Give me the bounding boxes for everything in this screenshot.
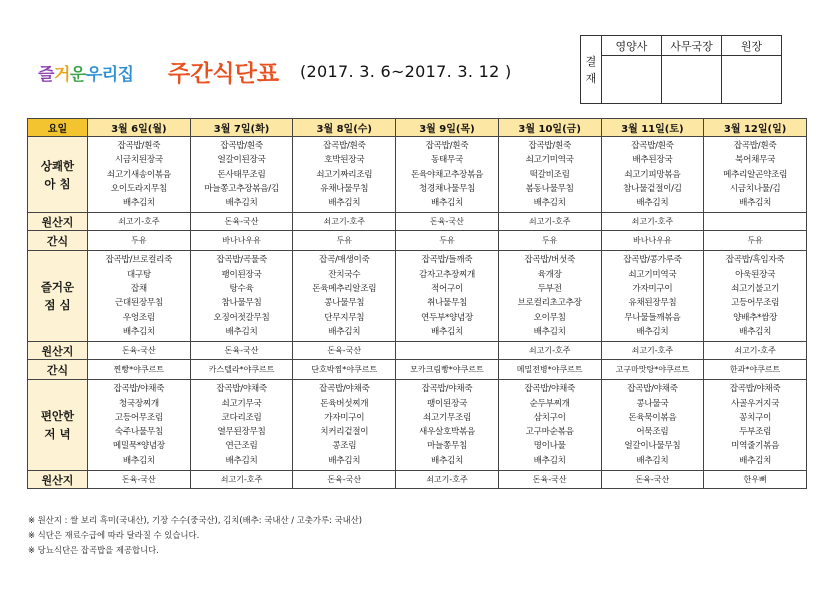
dish-item: 팽이된장국 (221, 269, 262, 280)
day-header: 3월 8일(수) (293, 119, 396, 137)
dish-item: 치커리겉절이 (320, 427, 369, 438)
dish-item: 잡곡밥/흑임자죽 (725, 255, 785, 266)
meal-label (28, 380, 88, 471)
dish-item: 잡곡밥/야채죽 (524, 384, 575, 395)
day-menu-cell (704, 380, 807, 471)
dish-item: 시금치나물/김 (729, 183, 781, 194)
dish-item: 잡곡밥/흰죽 (733, 141, 777, 151)
dish-item: 콩조림 (332, 441, 357, 452)
signature-slot[interactable] (602, 56, 662, 104)
dish-item: 쇠고기미역국 (525, 155, 574, 166)
day-menu-cell (396, 380, 499, 471)
day-menu-cell (396, 251, 499, 342)
approval-box (580, 35, 782, 104)
signature-slot[interactable] (662, 56, 722, 104)
meal-label-line: 점 심 (44, 298, 71, 313)
logo-part: 즐 (38, 65, 54, 85)
dish-item: 적어구이 (430, 284, 463, 295)
dish-item: 아욱된장국 (735, 269, 776, 280)
dish-item: 두부조림 (739, 427, 772, 438)
dish-item: 잡곡밥/콩가루죽 (623, 255, 682, 266)
dish-item: 잡채 (130, 284, 147, 295)
page-title: 주간식단표 (168, 61, 280, 87)
dish-item: 잡곡밥/야채죽 (627, 384, 678, 395)
dish-item: 잡곡밥/흰죽 (117, 141, 161, 151)
dish-item: 돈육버섯찌개 (320, 398, 369, 409)
dish-item: 떡갈비조림 (529, 169, 570, 180)
day-menu-cell (293, 380, 396, 471)
snack-cell: 모카크림빵*야쿠르트 (396, 360, 499, 380)
day-menu-cell (88, 380, 191, 471)
dish-item: 청경채나물무침 (418, 183, 475, 194)
dish-item: 가자미구이 (324, 412, 365, 423)
origin-label: 원산지 (28, 342, 88, 360)
snack-cell: 두유 (498, 231, 601, 251)
dish-item: 대구탕 (126, 269, 151, 280)
origin-label: 원산지 (28, 471, 88, 489)
dish-item: 근대된장무침 (114, 298, 163, 309)
origin-cell: 돈육-국산 (190, 213, 293, 231)
day-header: 3월 10일(금) (498, 119, 601, 137)
snack-cell: 두유 (88, 231, 191, 251)
snack-cell: 카스텔라*야쿠르트 (190, 360, 293, 380)
dish-item: 쇠고기미역국 (628, 269, 677, 280)
dish-item: 잡곡밥/흰죽 (528, 141, 571, 151)
day-menu-cell (601, 251, 704, 342)
snack-label: 간식 (28, 360, 88, 380)
day-menu-cell (396, 137, 499, 213)
origin-cell: 돈육-국산 (88, 342, 191, 360)
dish-item: 배추김치 (636, 455, 669, 466)
approval-role: 영양사 (602, 36, 662, 56)
snack-row (28, 231, 807, 251)
logo-part: 운 (69, 65, 86, 85)
snack-label: 간식 (28, 231, 88, 251)
dish-item: 쇠고기무국 (221, 398, 262, 409)
snack-cell: 바나나우유 (601, 231, 704, 251)
dish-item: 가자미구이 (632, 284, 673, 295)
dish-item: 잡곡밥/야채죽 (421, 384, 473, 395)
dish-item: 청국장찌개 (118, 398, 159, 409)
dish-item: 코다리조림 (221, 412, 262, 423)
dish-item: 탕수육 (229, 284, 254, 295)
snack-cell: 두유 (704, 231, 807, 251)
dish-item: 두부전 (537, 284, 562, 295)
snack-cell: 고구마맛탕*야쿠르트 (601, 360, 704, 380)
origin-row (28, 213, 807, 231)
day-header: 3월 12일(일) (704, 119, 807, 137)
origin-cell: 돈육-국산 (293, 471, 396, 489)
dish-item: 유채나물무침 (320, 183, 369, 194)
corner-cell: 요일 (28, 119, 88, 137)
dish-item: 잡곡밥/야채죽 (318, 384, 370, 395)
dish-item: 돈육야채고추장볶음 (410, 169, 483, 180)
origin-row (28, 342, 807, 360)
day-menu-cell (498, 137, 601, 213)
day-menu-cell (88, 251, 191, 342)
dish-item: 숙주나물무침 (114, 427, 163, 438)
origin-cell: 쇠고기-호주 (396, 471, 499, 489)
meal-label-line: 편안한 (40, 409, 75, 424)
approval-label (581, 36, 602, 104)
weekly-menu-table (27, 118, 807, 489)
dish-item: 삼치구이 (533, 412, 566, 423)
approval-role: 사무국장 (662, 36, 722, 56)
approval-label-line: 재 (585, 71, 597, 85)
dish-item: 잡곡밥/야채죽 (729, 384, 781, 395)
day-menu-cell (293, 251, 396, 342)
lunch-row (28, 251, 807, 342)
dish-item: 배추김치 (533, 326, 566, 337)
dish-item: 배추김치 (430, 326, 463, 337)
dish-item: 잔치국수 (328, 269, 361, 280)
origin-cell: 돈육-국산 (498, 471, 601, 489)
dish-item: 배추김치 (739, 455, 772, 466)
dish-item: 단무지무침 (324, 312, 365, 323)
dish-item: 열무된장무침 (217, 427, 266, 438)
breakfast-row (28, 137, 807, 213)
dish-item: 오이무침 (533, 312, 566, 323)
dish-item: 잡곡밥/흰죽 (631, 141, 674, 151)
dish-item: 돈사태무조림 (217, 169, 266, 180)
dish-item: 콩나물무침 (324, 298, 365, 309)
dish-item: 쇠고기무조림 (422, 412, 471, 423)
day-menu-cell (704, 251, 807, 342)
dish-item: 취나물무침 (426, 298, 467, 309)
origin-cell: 쇠고기-호주 (704, 342, 807, 360)
dish-item: 꽁치구이 (739, 412, 772, 423)
dish-item: 쇠고기피망볶음 (624, 169, 681, 180)
logo (38, 60, 134, 85)
day-header: 3월 6일(월) (88, 119, 191, 137)
dish-item: 배추김치 (739, 326, 772, 337)
origin-cell: 돈육-국산 (396, 213, 499, 231)
origin-cell: 쇠고기-호주 (498, 342, 601, 360)
dish-item: 쇠고기불고기 (731, 284, 780, 295)
dish-item: 배추김치 (636, 326, 669, 337)
origin-cell: 쇠고기-호주 (601, 213, 704, 231)
menu-period: (2017. 3. 6~2017. 3. 12 ) (300, 62, 512, 81)
day-menu-cell (601, 137, 704, 213)
dish-item: 얼갈이된장국 (217, 155, 266, 166)
dish-item: 연근조림 (225, 441, 258, 452)
meal-label (28, 251, 88, 342)
dish-item: 동태무국 (430, 155, 463, 166)
dish-item: 배추김치 (328, 198, 361, 209)
dish-item: 잡곡/매생이죽 (318, 255, 370, 266)
snack-cell: 한과*야쿠르트 (704, 360, 807, 380)
dish-item: 콩나물국 (636, 398, 669, 409)
dish-item: 배추김치 (225, 198, 258, 209)
dish-item: 팽이된장국 (426, 398, 467, 409)
dish-item: 잡곡밥/흰죽 (425, 141, 469, 151)
page-header (0, 0, 835, 118)
footnote: ※ 원산지 : 쌀 보리 흑미(국내산), 기장 수수(중국산), 김치(배추: 국내산 / 고춧가루: 국내산) (28, 515, 363, 525)
meal-label-line: 상쾌한 (40, 158, 75, 173)
dish-item: 미역줄기볶음 (731, 441, 780, 452)
dish-item: 배추김치 (430, 455, 463, 466)
dish-item: 참나물무침 (221, 298, 262, 309)
dish-item: 잡곡밥/들깨죽 (421, 255, 473, 266)
dish-item: 메밀묵*양념장 (112, 441, 165, 452)
dish-item: 배추김치 (122, 326, 155, 337)
dish-item: 배추김치 (122, 198, 155, 209)
dish-item: 얼갈이나물무침 (624, 441, 681, 452)
dish-item: 잡곡밥/브로컬리죽 (105, 255, 173, 266)
dish-item: 배추김치 (122, 455, 155, 466)
dish-item: 배추김치 (636, 198, 669, 209)
day-menu-cell (293, 137, 396, 213)
origin-cell: 돈육-국산 (601, 471, 704, 489)
dish-item: 배추김치 (225, 326, 258, 337)
dish-item: 잡곡밥/버섯죽 (524, 255, 575, 266)
snack-row (28, 360, 807, 380)
origin-cell: 쇠고기-호주 (88, 213, 191, 231)
dinner-row (28, 380, 807, 471)
origin-cell (396, 342, 499, 360)
dish-item: 잡곡밥/흰죽 (322, 141, 366, 151)
dish-item: 마늘쫑무침 (426, 441, 467, 452)
dish-item: 마늘쫑고추장볶음/김 (204, 183, 279, 194)
dish-item: 오이도라지무침 (110, 183, 167, 194)
approval-label-line: 결 (585, 54, 597, 68)
origin-cell: 돈육-국산 (293, 342, 396, 360)
logo-part: 우리집 (85, 65, 134, 85)
origin-cell: 쇠고기-호주 (190, 471, 293, 489)
dish-item: 순두부찌개 (529, 398, 570, 409)
origin-cell: 쇠고기-호주 (601, 342, 704, 360)
dish-item: 잡곡밥/곡물죽 (216, 255, 267, 266)
dish-item: 배추김치 (533, 455, 566, 466)
day-menu-cell (498, 380, 601, 471)
origin-label: 원산지 (28, 213, 88, 231)
dish-item: 새우살호박볶음 (418, 427, 475, 438)
day-header: 3월 9일(목) (396, 119, 499, 137)
day-menu-cell (601, 380, 704, 471)
dish-item: 유채된장무침 (628, 298, 677, 309)
meal-label-line: 저 녁 (44, 427, 71, 442)
origin-cell: 한우뼈 (704, 471, 807, 489)
snack-cell: 두유 (396, 231, 499, 251)
dish-item: 쇠고기짜리조림 (316, 169, 373, 180)
dish-item: 명이나물 (533, 441, 566, 452)
meal-label (28, 137, 88, 213)
approval-role: 원장 (722, 36, 782, 56)
dish-item: 배추김치 (739, 198, 772, 209)
origin-cell: 돈육-국산 (88, 471, 191, 489)
dish-item: 사골우거지국 (731, 398, 780, 409)
dish-item: 브로컬리초고추장 (517, 298, 582, 309)
snack-cell: 단호박찜*야쿠르트 (293, 360, 396, 380)
day-menu-cell (190, 251, 293, 342)
snack-cell: 메밀전병*야쿠르트 (498, 360, 601, 380)
meal-label-line: 즐거운 (40, 280, 75, 295)
footnote: ※ 식단은 재료수급에 따라 달라질 수 있습니다. (28, 530, 200, 540)
dish-item: 돈육묵이볶음 (628, 412, 677, 423)
signature-slot[interactable] (722, 56, 782, 104)
day-header: 3월 11일(토) (601, 119, 704, 137)
origin-cell: 쇠고기-호주 (293, 213, 396, 231)
dish-item: 배추김치 (328, 455, 361, 466)
dish-item: 고등어무조림 (114, 412, 163, 423)
snack-cell: 두유 (293, 231, 396, 251)
dish-item: 배추김치 (430, 198, 463, 209)
day-menu-cell (498, 251, 601, 342)
dish-item: 배추김치 (328, 326, 361, 337)
day-menu-cell (704, 137, 807, 213)
logo-part: 거 (53, 65, 70, 85)
dish-item: 고등어무조림 (731, 298, 780, 309)
dish-item: 봄동나물무침 (525, 183, 574, 194)
snack-cell: 찐빵*야쿠르트 (88, 360, 191, 380)
dish-item: 무나물들깨볶음 (624, 312, 681, 323)
dish-item: 잡곡밥/야채죽 (113, 384, 165, 395)
origin-cell (704, 213, 807, 231)
day-menu-cell (88, 137, 191, 213)
dish-item: 시금치된장국 (114, 155, 163, 166)
dish-item: 양배추*쌈장 (733, 312, 778, 323)
dish-item: 오징어젓갈무침 (213, 312, 270, 323)
dish-item: 감자고추장찌개 (418, 269, 475, 280)
dish-item: 어묵조림 (636, 427, 669, 438)
day-header: 3월 7일(화) (190, 119, 293, 137)
day-header-row (28, 119, 807, 137)
dish-item: 잡곡밥/흰죽 (220, 141, 263, 151)
dish-item: 배추된장국 (632, 155, 673, 166)
snack-cell: 바나나우유 (190, 231, 293, 251)
dish-item: 돈육메추리알조림 (312, 284, 377, 295)
dish-item: 배추김치 (225, 455, 258, 466)
origin-row (28, 471, 807, 489)
dish-item: 연두부*양념장 (420, 312, 473, 323)
dish-item: 쇠고기새송이볶음 (106, 169, 171, 180)
dish-item: 배추김치 (533, 198, 566, 209)
origin-cell: 쇠고기-호주 (498, 213, 601, 231)
dish-item: 우엉조림 (122, 312, 155, 323)
dish-item: 메추리알곤약조림 (723, 169, 788, 180)
meal-label-line: 아 침 (44, 176, 71, 191)
footnote: ※ 당뇨식단은 잡곡밥을 제공합니다. (28, 545, 159, 555)
dish-item: 북어채무국 (735, 155, 776, 166)
dish-item: 잡곡밥/야채죽 (216, 384, 267, 395)
day-menu-cell (190, 380, 293, 471)
dish-item: 참나물겉절이/김 (623, 183, 682, 194)
origin-cell: 돈육-국산 (190, 342, 293, 360)
dish-item: 호박된장국 (324, 155, 365, 166)
dish-item: 고구마순볶음 (525, 427, 574, 438)
dish-item: 육개장 (537, 269, 562, 280)
day-menu-cell (190, 137, 293, 213)
footnotes (28, 513, 362, 558)
